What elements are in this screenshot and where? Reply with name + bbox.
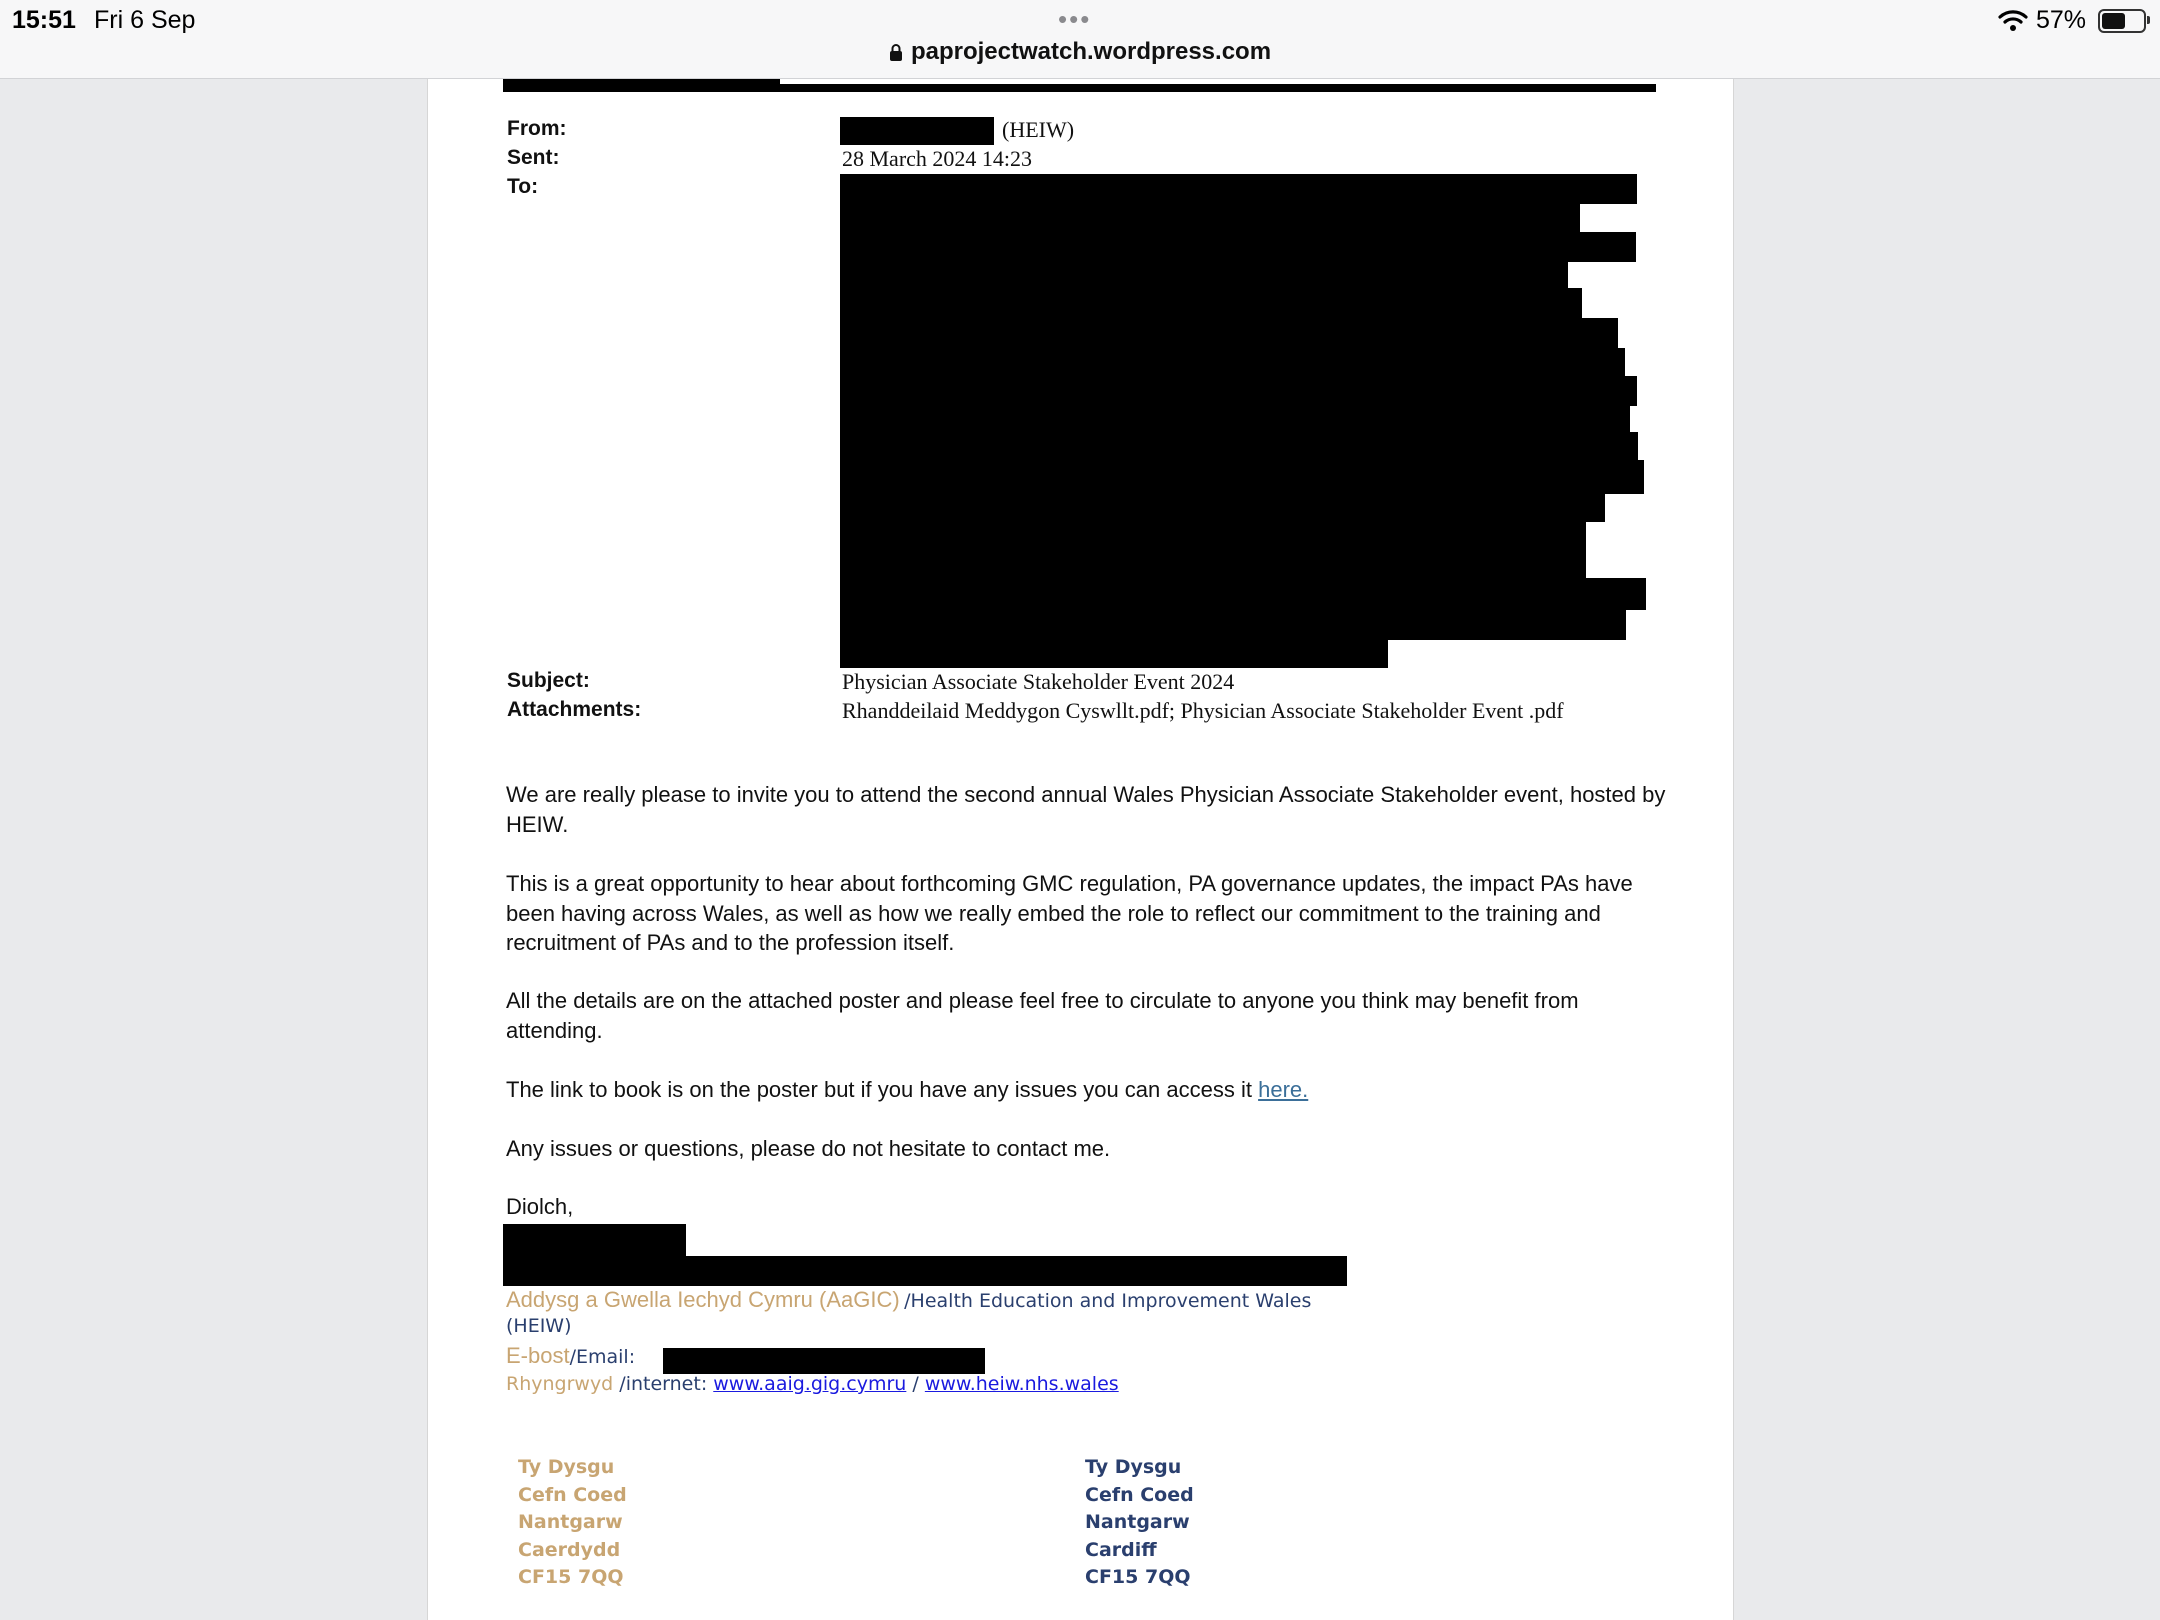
battery-level (2102, 13, 2125, 29)
body-paragraph-3: All the details are on the attached poster and please feel free to circulate to anyone you think may benefit from attending. (506, 988, 1579, 1043)
battery-cap (2147, 16, 2150, 24)
address-welsh-line: Caerdydd (518, 1538, 621, 1561)
subject-label: Subject: (507, 669, 590, 692)
redacted-name (503, 1224, 686, 1256)
org-english: /Health Education and Improvement Wales (904, 1290, 1312, 1312)
address-english-line: Cefn Coed (1085, 1483, 1194, 1506)
sent-label: Sent: (507, 146, 560, 169)
subject-value: Physician Associate Stakeholder Event 2024 (842, 669, 1235, 694)
signoff: Diolch, (506, 1194, 574, 1219)
status-time: 15:51 (12, 6, 76, 34)
org-welsh: Addysg a Gwella Iechyd Cymru (AaGIC) (506, 1287, 900, 1312)
from-value: (HEIW) (1002, 117, 1075, 142)
address-welsh-line: CF15 7QQ (518, 1566, 624, 1588)
address-bar[interactable] (0, 38, 2160, 66)
address-english-line: Cardiff (1085, 1538, 1157, 1561)
body-paragraph-5: Any issues or questions, please do not hesitate to contact me. (506, 1136, 1111, 1161)
address-english (1085, 1454, 1194, 1592)
battery-percent: 57% (2036, 6, 2087, 34)
redacted-email (663, 1348, 985, 1374)
wifi-icon (1998, 8, 2028, 32)
org-abbr: (HEIW) (506, 1315, 572, 1337)
battery-icon (2098, 9, 2146, 33)
address-english-line: Ty Dysgu (1085, 1456, 1182, 1478)
body-paragraph-4 (506, 1075, 1666, 1105)
to-label: To: (507, 175, 539, 198)
booking-link[interactable]: here. (1258, 1077, 1309, 1102)
sent-value: 28 March 2024 14:23 (842, 146, 1033, 171)
attachments-label: Attachments: (507, 698, 642, 721)
signature-email (506, 1343, 635, 1369)
more-options-icon[interactable]: ••• (1058, 4, 1092, 34)
email-english: /Email: (569, 1346, 636, 1368)
address-english-line: Nantgarw (1085, 1511, 1190, 1533)
address-welsh-line: Nantgarw (518, 1511, 623, 1533)
body-paragraph-1: We are really please to invite you to attend the second annual Wales Physician Associate Stakeholder event, hosted by HEIW. (506, 782, 1666, 837)
status-date: Fri 6 Sep (94, 6, 196, 34)
address-welsh-line: Ty Dysgu (518, 1456, 615, 1478)
heiw-url-link[interactable]: www.heiw.nhs.wales (924, 1373, 1119, 1395)
signature-org (506, 1287, 1311, 1313)
email-welsh: E-bost (506, 1343, 570, 1368)
attachments-value[interactable]: Rhanddeilaid Meddygon Cyswllt.pdf; Physician Associate Stakeholder Event .pdf (842, 698, 1564, 723)
address-english-line: CF15 7QQ (1085, 1566, 1191, 1588)
redacted-sender (840, 117, 994, 145)
redacted-job-title (503, 1256, 1347, 1286)
url-text: paprojectwatch.wordpress.com (910, 38, 1272, 65)
body-paragraph-4-text: The link to book is on the poster but if you have any issues you can access it (506, 1077, 1259, 1102)
from-label: From: (507, 117, 567, 140)
lock-icon (889, 43, 903, 62)
header-rule-line (503, 84, 1656, 92)
signature-internet (506, 1373, 1119, 1395)
address-welsh (518, 1454, 627, 1592)
body-paragraph-2: This is a great opportunity to hear about forthcoming GMC regulation, PA governance updates, the impact PAs have been having across Wales, as well as how we really embed the role to reflect our commitment to the training and recruitment of PAs and to the profession itself. (506, 871, 1633, 955)
address-welsh-line: Cefn Coed (518, 1483, 627, 1506)
internet-english: /internet: (619, 1373, 708, 1395)
internet-welsh: Rhyngrwyd (506, 1373, 614, 1395)
url-separator: / (912, 1373, 919, 1395)
aaig-url-link[interactable]: www.aaig.gig.cymru (713, 1373, 907, 1395)
